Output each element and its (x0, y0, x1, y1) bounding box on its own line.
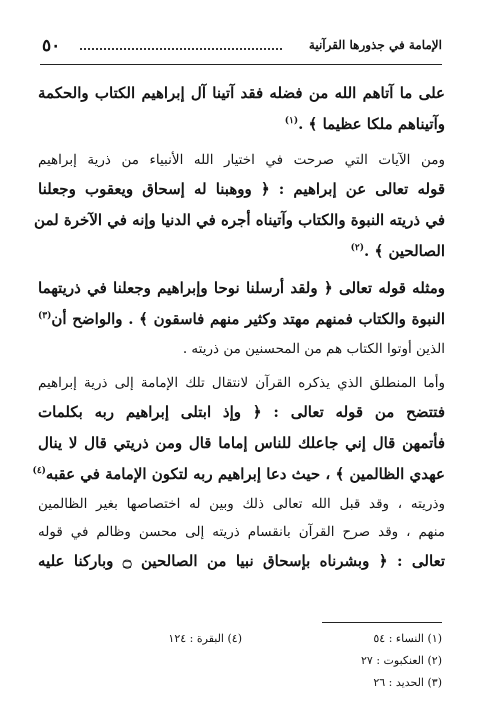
footnote-row (40, 628, 442, 650)
header-rule (40, 64, 442, 65)
text-line: قوله تعالى عن إبراهيم : ﴿ ووهبنا له إسحاق ويعقوب وجعلنا (38, 180, 445, 198)
footnote: (٤) البقرة : ١٢٤ (168, 632, 242, 645)
footnote: (٢) العنكبوت : ٢٧ (361, 654, 442, 667)
page-number: ٥٠ (42, 36, 61, 56)
footnote-rule (322, 622, 442, 623)
text-line: وأما المنطلق الذي يذكره القرآن لانتقال تلك الإمامة إلى ذرية إبراهيم (38, 375, 445, 391)
text-line: عهدي الظالمين ﴾ ، حيث دعا إبراهيم ربه لتكون الإمامة في عقبه$^{(٤)}$ (32, 465, 445, 483)
running-title: الإمامة في جذورها القرآنية (308, 38, 442, 52)
text-line: الذين أوتوا الكتاب هم من المحسنين من ذريته . (182, 341, 445, 357)
footnote-ref: (١) (284, 116, 299, 126)
footnote: (٣) الحديد : ٢٦ (373, 676, 442, 689)
footnote: (١) النساء : ٥٤ (373, 632, 442, 645)
footnote-row (40, 672, 442, 694)
text-line: الصالحين ﴾ .$^{(٢)}$ (350, 242, 445, 260)
footnote-ref: (٢) (350, 243, 365, 253)
text-line: ومن الآيات التي صرحت في اختيار الله الأنبياء من ذرية إبراهيم (38, 152, 445, 168)
text-line: وذريته ، وقد قبل الله تعالى ذلك وبين له اختصاصها بغير الظالمين (38, 496, 445, 512)
footnote-ref: (٤) (32, 466, 46, 476)
text-line: في ذريته النبوة والكتاب وآتيناه أجره في الدنيا وإنه في الآخرة لمن (34, 211, 445, 229)
text-line: فتتضح من قوله تعالى : ﴿ وإذ ابتلى إبراهيم ربه بكلمات (38, 403, 445, 421)
text-line: ومثله قوله تعالى ﴿ ولقد أرسلنا نوحا وإبراهيم وجعلنا في ذريتهما (38, 279, 445, 297)
text-line: تعالى : ﴿ وبشرناه بإسحاق نبيا من الصالحين ۝ وباركنا عليه (38, 552, 445, 570)
text-line: وآتيناهم ملكا عظيما ﴾ .$^{(١)}$ (284, 115, 445, 133)
header-dotted-leader (80, 48, 282, 50)
text-line: النبوة والكتاب فمنهم مهتد وكثير منهم فاسقون ﴾ . والواضح أن$^{(٣)}$ (38, 310, 445, 328)
main-text (32, 78, 445, 577)
text-line: منهم ، وقد صرح القرآن بانقسام ذريته إلى محسن وظالم في قوله (38, 524, 445, 540)
text-line: على ما آتاهم الله من فضله فقد آتينا آل إبراهيم الكتاب والحكمة (38, 84, 445, 102)
footnote-ref: (٣) (38, 311, 52, 321)
footnote-row (40, 650, 442, 672)
footnotes (40, 628, 442, 694)
text-line: فأتمهن قال إني جاعلك للناس إماما قال ومن ذريتي قال لا ينال (38, 434, 445, 452)
page-header (40, 36, 442, 58)
